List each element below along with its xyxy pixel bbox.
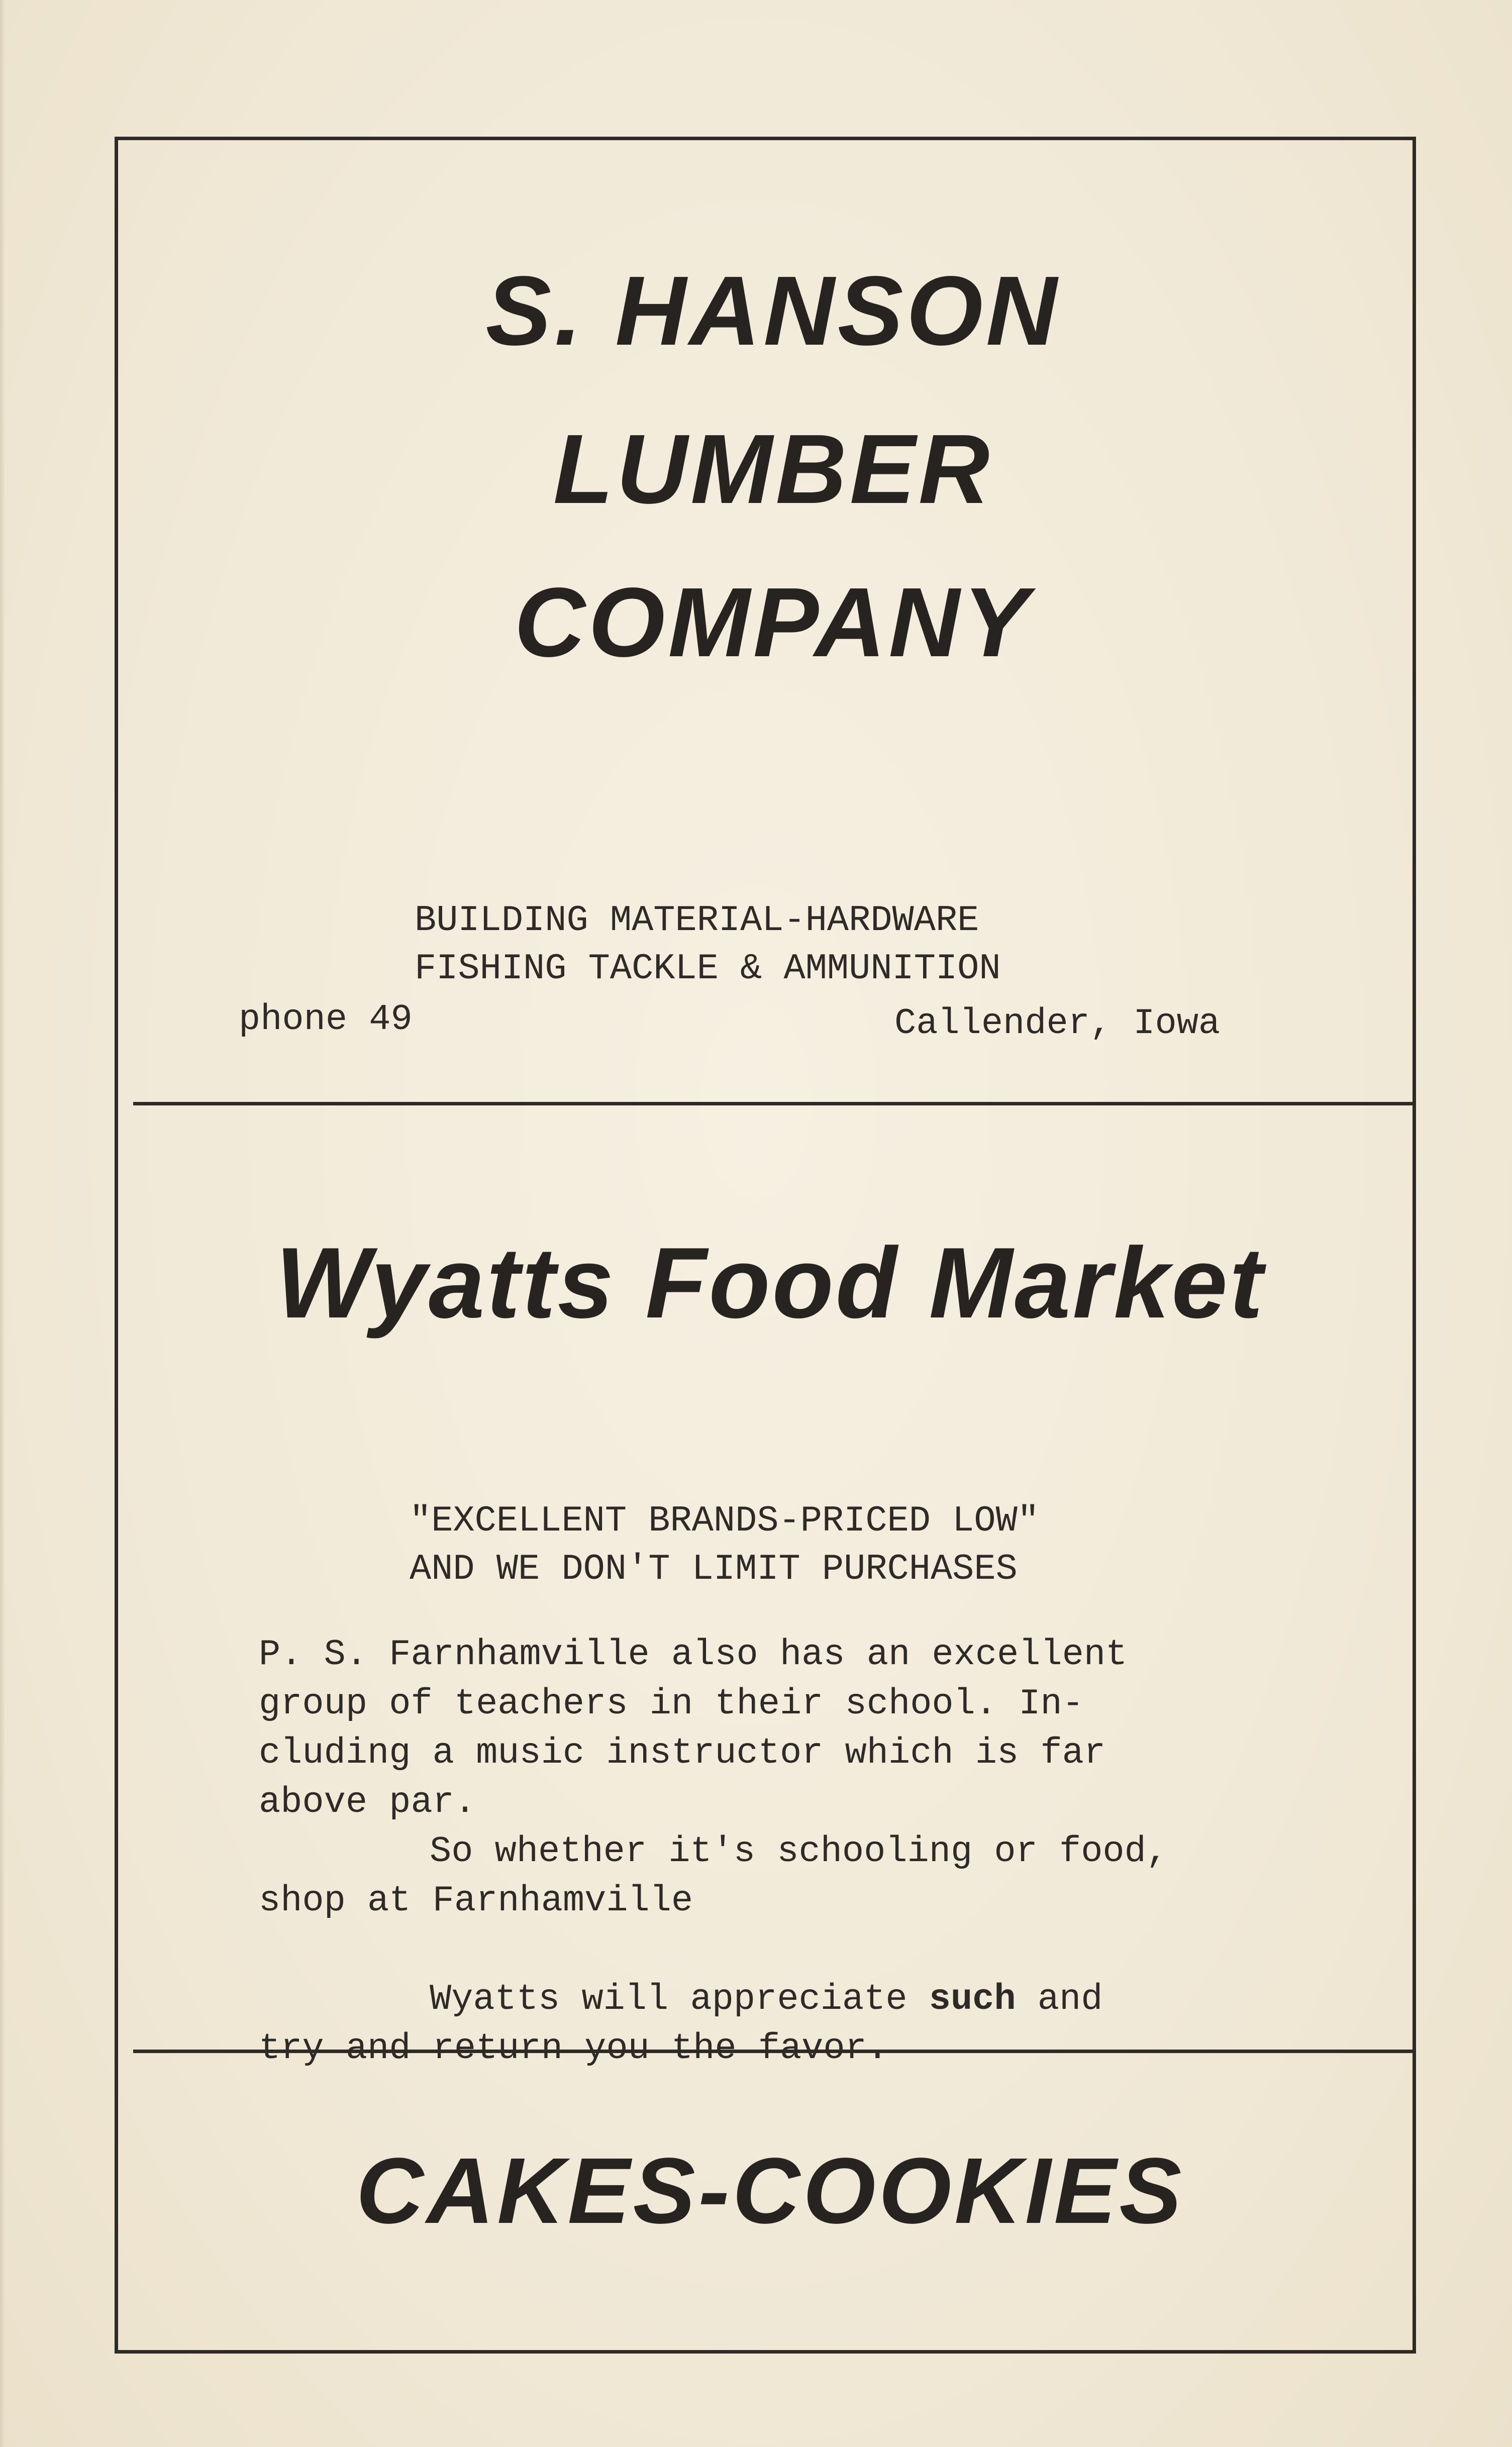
wyatts-food-market-ad — [118, 1105, 1413, 2069]
ps-line: above par. — [259, 1782, 476, 1823]
hanson-tagline-2: FISHING TACKLE & AMMUNITION — [415, 948, 1001, 989]
binding-edge — [0, 0, 5, 2447]
hanson-tagline-1: BUILDING MATERIAL-HARDWARE — [415, 900, 979, 941]
hanson-lumber-ad — [118, 140, 1413, 1105]
wyatts-title: Wyatts Food Market — [275, 1227, 1265, 1339]
cakes-cookies-ad — [118, 2053, 1413, 2350]
hanson-phone: phone 49 — [239, 999, 413, 1040]
ad-frame — [115, 137, 1416, 2354]
cakes-title: CAKES-COOKIES — [356, 2139, 1185, 2243]
wyatts-postscript — [259, 1630, 1294, 2073]
wyatts-slogan-2: AND WE DON'T LIMIT PURCHASES — [410, 1549, 1018, 1590]
closing-bold-word: such — [929, 1979, 1016, 2020]
closing-line-2: try and return you the favor. — [259, 2028, 889, 2069]
ps-line: So whether it's schooling or food, — [430, 1831, 1168, 1872]
closing-text: and — [1016, 1979, 1103, 2020]
ps-line: cluding a music instructor which is far — [259, 1732, 1106, 1774]
ps-line: group of teachers in their school. In- — [259, 1683, 1084, 1724]
hanson-name-line-2: LUMBER — [553, 414, 993, 524]
hanson-name-line-3: COMPANY — [514, 567, 1032, 677]
closing-line-1 — [259, 1975, 1294, 2024]
hanson-location: Callender, Iowa — [894, 1003, 1221, 1044]
wyatts-slogan-1: "EXCELLENT BRANDS-PRICED LOW" — [410, 1500, 1040, 1542]
ps-line: P. S. Farnhamville also has an excellent — [259, 1634, 1128, 1675]
hanson-name-line-1: S. HANSON — [485, 256, 1060, 366]
closing-text: Wyatts will appreciate — [430, 1979, 929, 2020]
ps-line: shop at Farnhamville — [259, 1880, 693, 1921]
